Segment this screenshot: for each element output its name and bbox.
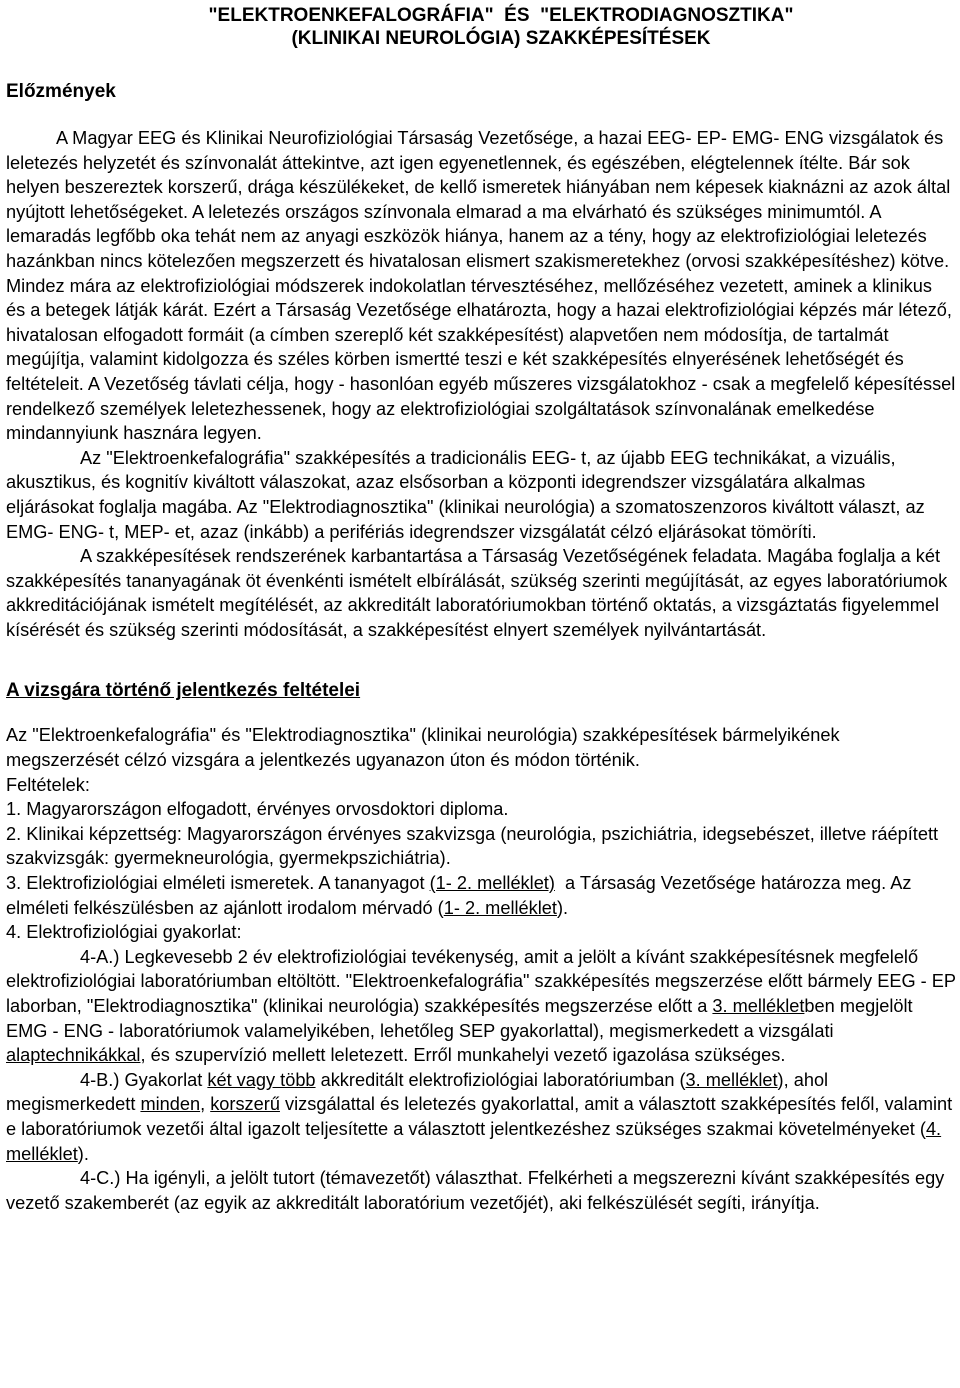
conditions-label: Feltételek: — [6, 774, 90, 795]
paragraph-registration-intro: Az "Elektroenkefalográfia" és "Elektrodiagnosztika" (klinikai neurológia) szakképesítések bármelyikének megszerzését célzó vizsgára a jelentkezés ugyanazon úton és módon történik. — [6, 725, 840, 771]
condition-4a — [6, 945, 956, 1068]
underlined-every: minden — [140, 1094, 201, 1115]
condition-4b — [6, 1068, 956, 1166]
condition-4c — [6, 1166, 956, 1215]
appendix-link-4[interactable]: 4. melléklet — [6, 1118, 942, 1164]
appendix-link-1-2-second[interactable]: 1- 2. melléklet — [443, 897, 557, 918]
condition-2: 2. Klinikai képzettség: Magyarországon érvényes szakvizsga (neurológia, pszichiátria, idegsebészet, illetve ráépített szakvizsgák: gyermekneurológia, gyermekpszichiátria). — [6, 823, 939, 869]
title-line-2: (KLINIKAI NEUROLÓGIA) SZAKKÉPESÍTÉSEK — [291, 28, 711, 49]
condition-4b-text-a: 4-B.) Gyakorlat — [80, 1069, 208, 1090]
condition-4a-text-b: ben megjelölt EMG - ENG - laboratóriumok valamelyikében, lehetőleg SEP gyakorlattal), megismerkedett a vizsgálati — [6, 996, 913, 1041]
condition-4a-text-a: 4-A.) Legkevesebb 2 év elektrofiziológiai tevékenység, amit a jelölt a kívánt szakképesítésnek megfelelő elektrofiziológiai laboratóriumban eltöltött. "Elektroenkefalográfia" szakképesítés megszerzése előtt bármely EEG - EP laborban, "Elektrodiagnosztika" (klinikai neurológia) szakképesítés megszerzése előtt a — [6, 946, 956, 1016]
condition-4a-text-c: , és szupervízió mellett leletezett. Erről munkahelyi vezető igazolása szükséges. — [140, 1045, 786, 1066]
condition-1: 1. Magyarországon elfogadott, érvényes orvosdoktori diploma. — [6, 799, 509, 820]
condition-3-text-a: 3. Elektrofiziológiai elméleti ismeretek. A tananyagot — [6, 873, 430, 894]
condition-4b-text-d: , — [200, 1094, 211, 1115]
condition-3 — [6, 871, 956, 920]
condition-4b-text-b: akkreditált elektrofiziológiai laboratóriumban ( — [315, 1069, 686, 1090]
paragraph-specialties: Az "Elektroenkefalográfia" szakképesítés a tradicionális EEG- t, az újabb EEG technikákat, a vizuális, akusztikus, és kognitív kiváltott válaszokat, azaz elsősorban a központi idegrendszer vizsgálatára alkalmas eljárásokat foglalja magába. Az "Elektrodiagnosztika" (klinikai neurológia) a szomatoszenzoros kiváltott választ, az EMG- ENG- t, MEP- et, azaz (inkább) a perifériás idegrendszer vizsgálatát célzó eljárásokat tömöríti. — [6, 447, 925, 542]
underlined-modern: korszerű — [210, 1094, 280, 1115]
underlined-two-or-more: két vagy több — [207, 1069, 316, 1090]
condition-4b-text-c: ), ahol megismerkedett — [6, 1069, 829, 1115]
title-line-1: "ELEKTROENKEFALOGRÁFIA" ÉS "ELEKTRODIAGNOSZTIKA" — [208, 5, 794, 26]
appendix-link-3-second[interactable]: 3. melléklet — [685, 1069, 778, 1090]
condition-3-text-c: ). — [556, 897, 569, 918]
appendix-link-3[interactable]: 3. melléklet — [712, 996, 805, 1016]
document-title — [6, 4, 956, 50]
document-page — [6, 0, 956, 1215]
appendix-link-1-2[interactable]: (1- 2. melléklet) — [429, 873, 555, 894]
condition-3-text-b: a Társaság Vezetősége határozza meg. Az elméleti felkészülésben az ajánlott irodalom mérvadó ( — [6, 873, 917, 918]
condition-4b-text-e: vizsgálattal és leletezés gyakorlattal, amit a választott szakképesítés felől, valamint e laboratóriumok vezetői által igazolt teljesítette a választott jelentkezéshez szükséges szakmai követelményeket ( — [6, 1094, 953, 1139]
paragraph-background: A Magyar EEG és Klinikai Neurofiziológiai Társaság Vezetősége, a hazai EEG- EP- EMG- ENG vizsgálatok és leletezés helyzetét és színvonalát áttekintve, azt igen egyenetlennek, és egészében, elégtelennek ítélte. Bár sok helyen beszereztek korszerű, drága készülékeket, de kellő ismeretek hiányában nem képesek kiaknázni az azok által nyújtott lehetőségeket. A leletezés országos színvonala elmarad a ma elvárható és szükséges minimumtól. A lemaradás legfőbb oka tehát nem az anyagi eszközök hiánya, hanem az a tény, hogy az elektrofiziológiai leletezés hazánkban nincs kötelezően megszerzett és hivatalosan elismert szakismeretekhez (orvosi szakképesítéshez) kötve. Mindez mára az elektrofiziológiai módszerek indokolatlan térvesztéséhez, mellőzéséhez vezetett, aminek a klinikus és a betegek látják kárát. Ezért a Társaság Vezetősége elhatározta, hogy a hazai elektrofiziológiai képzés már létező, hivatalosan elfogadott formáit (a címben szereplő két szakképesítést) alapvetően nem módosítja, de tartalmát megújítja, valamint kidolgozza és széles körben ismertté teszi e két szakképesítés elnyerésének lehetőségét és feltételeit. A Vezetőség távlati célja, hogy - hasonlóan egyéb műszeres vizsgálatokhoz - csak a megfelelő képesítéssel rendelkező személyek leletezhessenek, hogy az elektrofiziológiai szolgáltatások színvonalának emelkedése mindannyiunk hasznára legyen. — [6, 128, 956, 444]
condition-4b-text-f: ). — [77, 1143, 89, 1164]
basic-techniques-link[interactable]: alaptechnikákkal — [6, 1045, 141, 1066]
section-heading-registration: A vizsgára történő jelentkezés feltételei — [6, 680, 361, 702]
condition-4c-text: 4-C.) Ha igényli, a jelölt tutort (témavezetőt) választhat. Ffelkérheti a megszerezni kívánt szakképesítés egy vezető szakemberét (az egyik az akkreditált laboratórium vezetőjét), aki felkészülését segíti, irányítja. — [6, 1168, 945, 1213]
paragraph-maintenance: A szakképesítések rendszerének karbantartása a Társaság Vezetőségének feladata. Magába foglalja a két szakképesítés tananyagának öt évenkénti ismételt elbírálását, szükség szerinti megújítását, az egyes laboratóriumok akkreditációjának ismételt megítélését, az akkreditált laboratóriumokban történő oktatás, a vizsgáztatás figyelemmel kísérését és szükség szerinti módosítását, a szakképesítést elnyert személyek nyilvántartását. — [6, 546, 948, 640]
section-heading-elozmenyek: Előzmények — [6, 81, 116, 102]
condition-4: 4. Elektrofiziológiai gyakorlat: — [6, 922, 242, 943]
